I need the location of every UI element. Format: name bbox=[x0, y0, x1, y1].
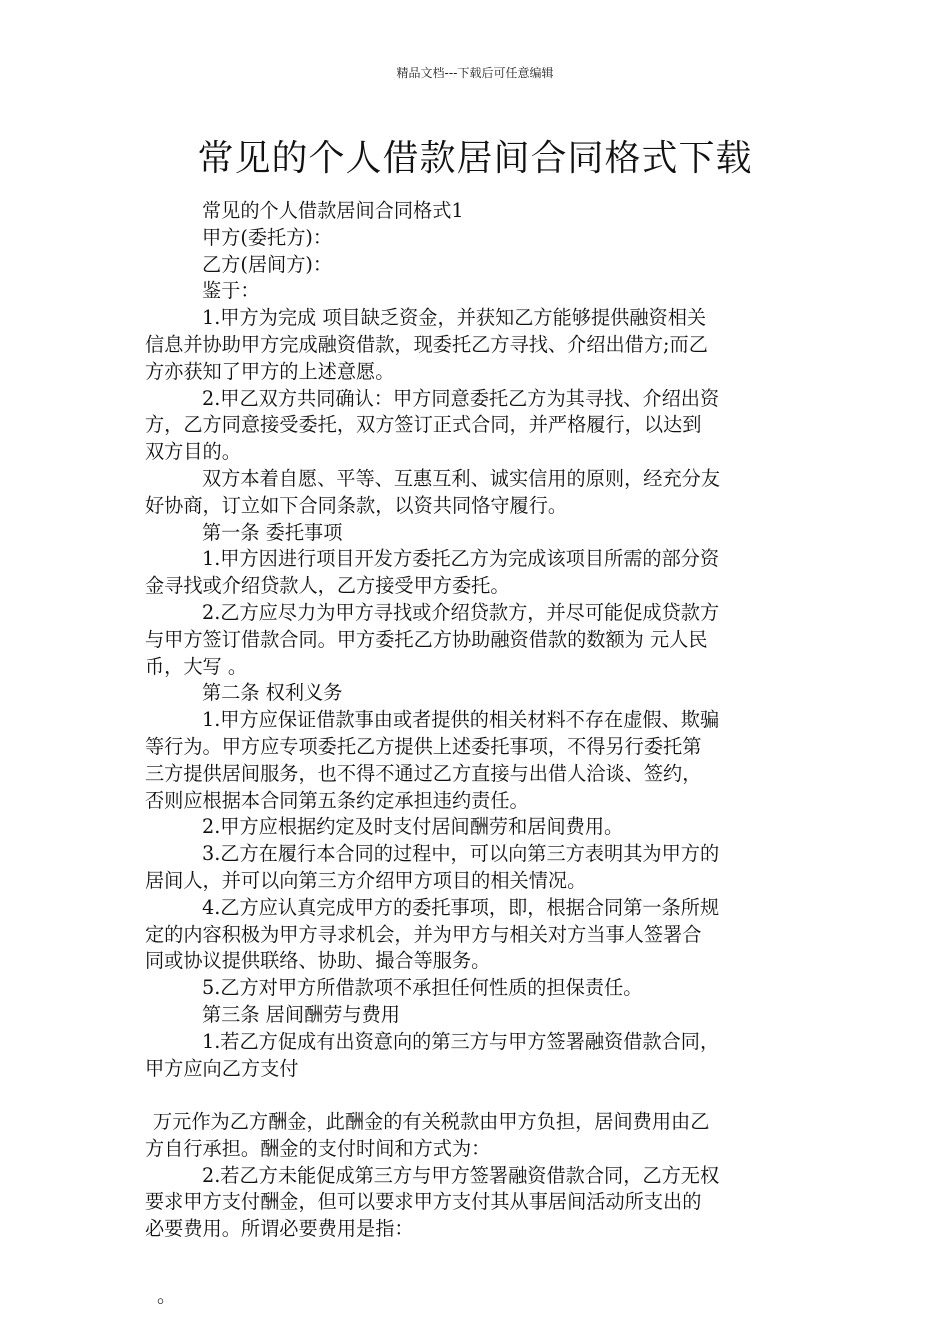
text-line: 双方本着自愿、平等、互惠互利、诚实信用的原则，经充分友 bbox=[202, 466, 721, 490]
text-line: 第三条 居间酬劳与费用 bbox=[202, 1002, 400, 1026]
text-line: 好协商，订立如下合同条款，以资共同恪守履行。 bbox=[145, 493, 568, 517]
document-title: 常见的个人借款居间合同格式下载 bbox=[197, 138, 753, 179]
text-line: 4.乙方应认真完成甲方的委托事项，即，根据合同第一条所规 bbox=[202, 895, 720, 919]
text-line: 甲方(委托方)： bbox=[202, 225, 333, 249]
text-line: 1.若乙方促成有出资意向的第三方与甲方签署融资借款合同， bbox=[202, 1029, 720, 1053]
text-line: 同或协议提供联络、协助、撮合等服务。 bbox=[145, 949, 491, 973]
text-line: 第二条 权利义务 bbox=[202, 681, 343, 705]
text-line: 与甲方签订借款合同。甲方委托乙方协助融资借款的数额为 元人民 bbox=[145, 627, 708, 651]
text-line: 甲方应向乙方支付 bbox=[145, 1056, 299, 1080]
paragraph-gap bbox=[145, 1243, 810, 1283]
text-line: 双方目的。 bbox=[145, 440, 241, 464]
text-line: 方亦获知了甲方的上述意愿。 bbox=[145, 359, 395, 383]
text-line: 必要费用。所谓必要费用是指： bbox=[145, 1217, 414, 1241]
text-line: 金寻找或介绍贷款人，乙方接受甲方委托。 bbox=[145, 574, 510, 598]
text-line: 2.甲乙双方共同确认：甲方同意委托乙方为其寻找、介绍出资 bbox=[202, 386, 720, 410]
text-line: 信息并协助甲方完成融资借款，现委托乙方寻找、介绍出借方;而乙 bbox=[145, 332, 708, 356]
text-line: 2.若乙方未能促成第三方与甲方签署融资借款合同，乙方无权 bbox=[202, 1163, 720, 1187]
text-line: 币，大写 。 bbox=[145, 654, 248, 678]
text-line: 1.甲方因进行项目开发方委托乙方为完成该项目所需的部分资 bbox=[202, 547, 720, 571]
text-line: 1.甲方为完成 项目缺乏资金，并获知乙方能够提供融资相关 bbox=[202, 306, 707, 330]
text-line: 要求甲方支付酬金，但可以要求甲方支付其从事居间活动所支出的 bbox=[145, 1190, 702, 1214]
text-line: 方自行承担。酬金的支付时间和方式为： bbox=[145, 1136, 491, 1160]
text-line: 常见的个人借款居间合同格式1 bbox=[202, 199, 464, 222]
text-line: 等行为。甲方应专项委托乙方提供上述委托事项，不得另行委托第 bbox=[145, 734, 702, 758]
text-line: 万元作为乙方酬金，此酬金的有关税款由甲方负担，居间费用由乙 bbox=[153, 1110, 710, 1134]
paragraph-gap bbox=[145, 1082, 810, 1109]
text-line: 鉴于： bbox=[202, 279, 260, 303]
text-line: 居间人，并可以向第三方介绍甲方项目的相关情况。 bbox=[145, 868, 587, 892]
text-line: 三方提供居间服务，也不得不通过乙方直接与出借人洽谈、签约， bbox=[145, 761, 702, 785]
text-line: 3.乙方在履行本合同的过程中，可以向第三方表明其为甲方的 bbox=[202, 842, 720, 866]
text-line: 方，乙方同意接受委托，双方签订正式合同，并严格履行，以达到 bbox=[145, 413, 702, 437]
text-line: 5.乙方对甲方所借款项不承担任何性质的担保责任。 bbox=[202, 976, 643, 1000]
text-line: 1.甲方应保证借款事由或者提供的相关材料不存在虚假、欺骗 bbox=[202, 708, 720, 732]
text-line: 否则应根据本合同第五条约定承担违约责任。 bbox=[145, 788, 529, 812]
text-line: 。 bbox=[157, 1284, 177, 1308]
text-line: 2.乙方应尽力为甲方寻找或介绍贷款方，并尽可能促成贷款方 bbox=[202, 600, 720, 624]
document-body bbox=[145, 198, 810, 1310]
text-line: 定的内容积极为甲方寻求机会，并为甲方与相关对方当事人签署合 bbox=[145, 922, 702, 946]
text-line: 乙方(居间方)： bbox=[202, 252, 333, 276]
text-line: 2.甲方应根据约定及时支付居间酬劳和居间费用。 bbox=[202, 815, 624, 839]
page-header-note: 精品文档---下载后可任意编辑 bbox=[396, 66, 554, 80]
text-line: 第一条 委托事项 bbox=[202, 520, 343, 544]
